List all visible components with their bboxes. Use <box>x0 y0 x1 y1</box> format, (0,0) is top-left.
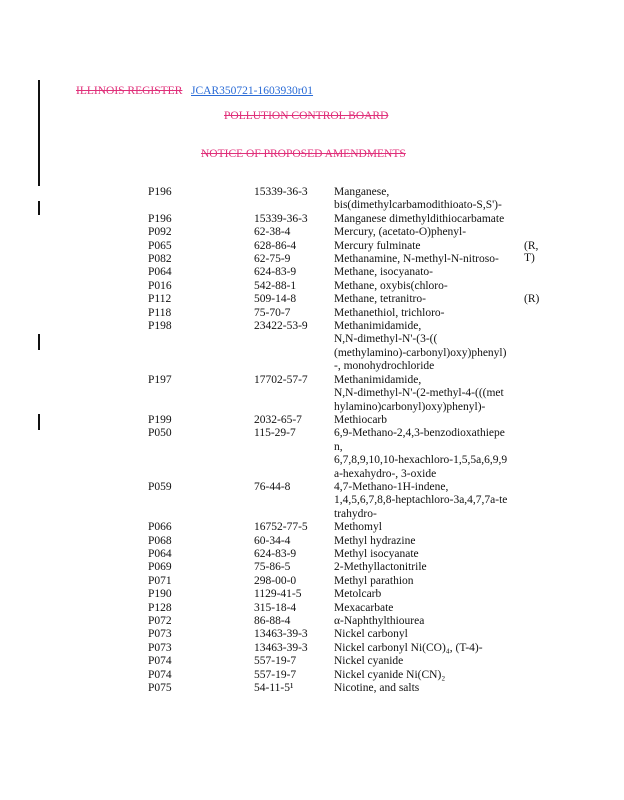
waste-code: P050 <box>148 427 172 440</box>
table-row <box>148 266 548 279</box>
substance-name-line: a-hexahydro-, 3-oxide <box>334 467 437 480</box>
cas-number: 542-88-1 <box>254 279 297 292</box>
substance-name-line: Nickel carbonyl <box>334 628 408 641</box>
cas-number: 62-75-9 <box>254 253 291 266</box>
substance-name <box>334 427 514 481</box>
substance-name-line: Methanimidamide, <box>334 320 422 333</box>
table-row <box>148 669 548 682</box>
substance-name-line: Mercury fulminate <box>334 239 421 252</box>
cas-number: 115-29-7 <box>254 427 296 440</box>
cas-number: 557-19-7 <box>254 668 297 681</box>
cas-number: 1129-41-5 <box>254 588 302 601</box>
substance-name <box>334 414 514 427</box>
substance-name-line: Methanimidamide, <box>334 373 422 386</box>
substance-name-line: N,N-dimethyl-N'-(2-methyl-4-(((met <box>334 387 504 400</box>
waste-code: P190 <box>148 588 172 601</box>
cas-number: 16752-77-5 <box>254 521 308 534</box>
cas-number: 54-11-5¹ <box>254 682 294 695</box>
substance-name <box>334 213 514 226</box>
substance-name-line: Manganese, <box>334 186 390 198</box>
substance-name-line: Manganese dimethyldithiocarbamate <box>334 212 505 225</box>
substance-name-line: Methyl parathion <box>334 574 414 587</box>
waste-code: P092 <box>148 226 172 239</box>
substance-name <box>334 320 514 374</box>
waste-code: P071 <box>148 574 172 587</box>
substance-name-line: hylamino)carbonyl)oxy)phenyl)- <box>334 400 486 413</box>
board-title: POLLUTION CONTROL BOARD <box>224 110 389 122</box>
cas-number: 86-88-4 <box>254 615 291 627</box>
cas-number: 557-19-7 <box>254 655 297 668</box>
waste-code: P069 <box>148 561 172 574</box>
cas-number: 75-70-7 <box>254 306 291 319</box>
cas-number: 298-00-0 <box>254 574 297 587</box>
substance-name <box>334 561 514 574</box>
waste-code: P075 <box>148 682 172 695</box>
waste-code: P064 <box>148 266 172 279</box>
substance-name-line: 6,9-Methano-2,4,3-benzodioxathiepe <box>334 427 505 440</box>
substance-name-line: Methanamine, N-methyl-N-nitroso- <box>334 253 499 266</box>
cas-number: 624-83-9 <box>254 547 297 560</box>
substance-name-line: Mexacarbate <box>334 601 394 614</box>
waste-code: P128 <box>148 601 172 614</box>
table-row <box>148 535 548 548</box>
waste-code: P197 <box>148 373 172 386</box>
substance-name <box>334 588 514 601</box>
substance-name <box>334 521 514 534</box>
substance-name <box>334 481 514 521</box>
hazard-code: (R) <box>524 293 540 306</box>
substance-name-line: n, <box>334 440 343 453</box>
hazardous-waste-table <box>148 186 548 695</box>
waste-code: P082 <box>148 253 172 266</box>
waste-code: P072 <box>148 615 172 627</box>
substance-name-line: 2-Methyllactonitrile <box>334 561 427 574</box>
substance-name-line: (methylamino)-carbonyl)oxy)phenyl) <box>334 346 507 359</box>
cas-number: 2032-65-7 <box>254 413 302 426</box>
cas-number: 13463-39-3 <box>254 641 308 654</box>
table-row <box>148 588 548 601</box>
table-row <box>148 615 548 628</box>
table-row <box>148 253 548 266</box>
cas-number: 62-38-4 <box>254 226 291 239</box>
substance-name <box>334 535 514 548</box>
substance-name <box>334 253 514 266</box>
substance-name-line: Metolcarb <box>334 588 382 601</box>
waste-code: P059 <box>148 480 172 493</box>
table-row <box>148 602 548 615</box>
table-row <box>148 521 548 534</box>
cas-number: 23422-53-9 <box>254 320 308 333</box>
table-row <box>148 481 548 521</box>
cas-number: 315-18-4 <box>254 601 297 614</box>
substance-name <box>334 548 514 561</box>
waste-code: P198 <box>148 320 172 333</box>
cas-number: 17702-57-7 <box>254 373 308 386</box>
table-row <box>148 213 548 226</box>
substance-name <box>334 602 514 615</box>
change-bar <box>38 201 40 215</box>
waste-code: P073 <box>148 628 172 641</box>
substance-name-line: α-Naphthylthiourea <box>334 615 425 627</box>
substance-name-line: Methane, isocyanato- <box>334 266 433 279</box>
waste-code: P196 <box>148 186 172 198</box>
substance-name <box>334 240 514 253</box>
table-row <box>148 307 548 320</box>
table-row <box>148 226 548 239</box>
change-bar <box>38 80 40 186</box>
jcar-code-link[interactable]: JCAR350721-1603930r01 <box>191 85 314 97</box>
table-row <box>148 628 548 641</box>
table-row <box>148 642 548 655</box>
waste-code: P074 <box>148 655 172 668</box>
substance-name-line: Methomyl <box>334 521 382 534</box>
table-row <box>148 414 548 427</box>
substance-name <box>334 682 514 695</box>
hazard-code: (R, T) <box>524 239 539 264</box>
substance-name-line: Methiocarb <box>334 413 388 426</box>
cas-number: 75-86-5 <box>254 561 291 574</box>
waste-code: P065 <box>148 239 172 252</box>
waste-code: P016 <box>148 279 172 292</box>
table-row <box>148 293 548 306</box>
substance-name-line: trahydro- <box>334 507 377 520</box>
waste-code: P066 <box>148 521 172 534</box>
substance-name-line: Methyl isocyanate <box>334 547 419 560</box>
substance-name-line: Mercury, (acetato-O)phenyl- <box>334 226 467 239</box>
waste-code: P199 <box>148 413 172 426</box>
substance-name <box>334 642 514 655</box>
substance-name <box>334 307 514 320</box>
waste-code: P118 <box>148 306 172 319</box>
notice-title: NOTICE OF PROPOSED AMENDMENTS <box>201 148 406 160</box>
substance-name-line: Nickel cyanide <box>334 655 404 668</box>
cas-number: 509-14-8 <box>254 293 297 306</box>
substance-name <box>334 266 514 279</box>
substance-name-line: Nickel cyanide Ni(CN)₂ <box>334 668 446 681</box>
waste-code: P196 <box>148 212 172 225</box>
substance-name <box>334 186 514 213</box>
substance-name <box>334 293 514 306</box>
cas-number: 76-44-8 <box>254 480 291 493</box>
change-bar <box>38 334 40 350</box>
waste-code: P068 <box>148 534 172 547</box>
substance-name-line: 1,4,5,6,7,8,8-heptachloro-3a,4,7,7a-te <box>334 494 508 507</box>
table-row <box>148 575 548 588</box>
cas-number: 13463-39-3 <box>254 628 308 641</box>
change-bar <box>38 414 40 430</box>
substance-name <box>334 374 514 414</box>
table-row <box>148 561 548 574</box>
substance-name-line: Methanethiol, trichloro- <box>334 306 445 319</box>
substance-name-line: Methane, oxybis(chloro- <box>334 279 448 292</box>
cas-number: 628-86-4 <box>254 239 297 252</box>
waste-code: P073 <box>148 641 172 654</box>
substance-name-line: Methyl hydrazine <box>334 534 416 547</box>
waste-code: P112 <box>148 293 172 306</box>
substance-name-line: 6,7,8,9,10,10-hexachloro-1,5,5a,6,9,9 <box>334 454 508 467</box>
table-row <box>148 186 548 213</box>
cas-number: 15339-36-3 <box>254 212 308 225</box>
substance-name <box>334 226 514 239</box>
substance-name-line: N,N-dimethyl-N'-(3-(( <box>334 333 438 346</box>
register-title: ILLINOIS REGISTER <box>76 85 183 97</box>
substance-name-line: Methane, tetranitro- <box>334 293 426 306</box>
table-row <box>148 655 548 668</box>
cas-number: 60-34-4 <box>254 534 291 547</box>
substance-name-line: Nicotine, and salts <box>334 682 420 695</box>
substance-name <box>334 669 514 682</box>
table-row <box>148 548 548 561</box>
table-row <box>148 320 548 374</box>
substance-name <box>334 655 514 668</box>
substance-name <box>334 615 514 628</box>
cas-number: 15339-36-3 <box>254 186 308 198</box>
table-row <box>148 427 548 481</box>
table-row <box>148 280 548 293</box>
substance-name <box>334 575 514 588</box>
substance-name <box>334 280 514 293</box>
table-row <box>148 374 548 414</box>
waste-code: P064 <box>148 547 172 560</box>
substance-name-line: 4,7-Methano-1H-indene, <box>334 480 449 493</box>
waste-code: P074 <box>148 668 172 681</box>
substance-name-line: Nickel carbonyl Ni(CO)₄, (T-4)- <box>334 641 483 654</box>
cas-number: 624-83-9 <box>254 266 297 279</box>
substance-name-line: -, monohydrochloride <box>334 360 435 373</box>
substance-name-line: bis(dimethylcarbamodithioato-S,S')- <box>334 199 502 212</box>
table-row <box>148 682 548 695</box>
substance-name <box>334 628 514 641</box>
